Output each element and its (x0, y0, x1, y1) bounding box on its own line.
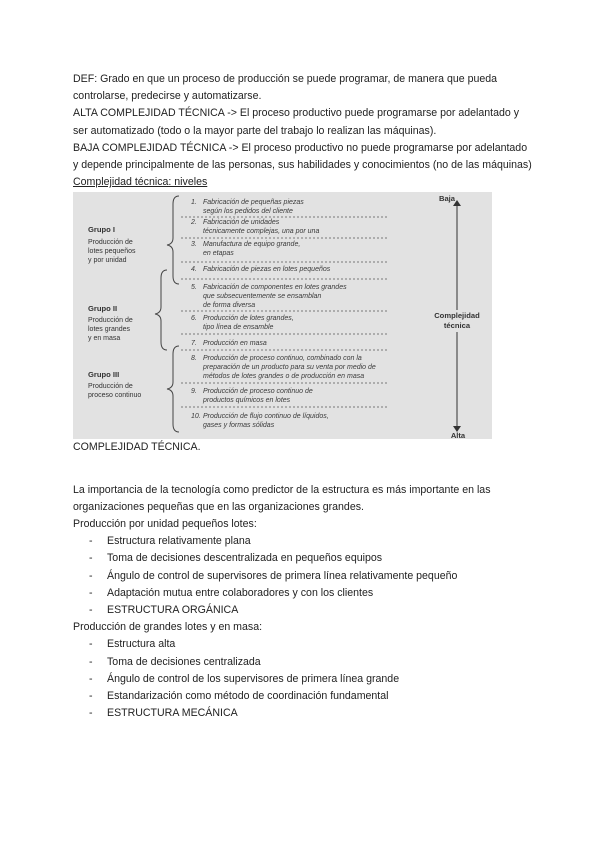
list-item: - Toma de decisiones centralizada (73, 654, 533, 671)
level-item-line: Producción de flujo continuo de líquidos, (203, 413, 329, 421)
figure-caption: COMPLEJIDAD TÉCNICA. (73, 441, 201, 454)
level-item-number: 4. (191, 266, 197, 274)
level-item-line: Fabricación de unidades (203, 219, 280, 227)
group-1-desc-line: lotes pequeños (88, 248, 136, 256)
level-item-line: preparación de un producto para su venta por medio de (203, 364, 376, 372)
scale-label-line: técnica (443, 321, 471, 331)
level-item-line: según los pedidos del cliente (203, 208, 293, 216)
level-item-number: 7. (191, 340, 197, 348)
scale-label-line: Complejidad (434, 311, 480, 321)
list-item: - Estandarización como método de coordinación fundamental (73, 688, 533, 705)
level-item-line: Producción de proceso continuo de (203, 388, 313, 396)
level-item-line: gases y formas sólidas (203, 422, 275, 430)
level-item-number: 1. (191, 199, 197, 207)
group-1-desc-line: y por unidad (88, 257, 127, 265)
level-item-number: 5. (191, 284, 197, 292)
group-1-title: Grupo I (88, 225, 115, 235)
level-item-number: 8. (191, 355, 197, 363)
group-2-brace (155, 270, 167, 350)
level-item-line: tipo línea de ensamble (203, 324, 274, 332)
complexity-levels-figure (73, 192, 492, 439)
list-item: - Adaptación mutua entre colaboradores y con los clientes (73, 585, 533, 602)
levels-heading: Complejidad técnica: niveles (73, 176, 208, 189)
large-batch-list (73, 636, 533, 722)
group-3-title: Grupo III (88, 370, 120, 380)
list-item: - Toma de decisiones descentralizada en pequeños equipos (73, 550, 533, 567)
group-2-desc-line: lotes grandes (88, 326, 131, 334)
level-item-number: 9. (191, 388, 197, 396)
list-item: - Estructura relativamente plana (73, 533, 533, 550)
group-1-desc-line: Producción de (88, 239, 133, 247)
level-item-line: Fabricación de componentes en lotes grandes (203, 284, 347, 292)
level-item-line: Fabricación de pequeñas piezas (203, 199, 304, 207)
importance-paragraph: La importancia de la tecnología como predictor de la estructura es más importante en las organizaciones pequeñas que en las organizaciones grandes. (73, 483, 491, 513)
scale-high-label: Alta (450, 431, 466, 440)
level-item-line: de forma diversa (203, 302, 256, 310)
definition-paragraph: DEF: Grado en que un proceso de producción se puede programar, de manera que pueda controlarse, predecirse y automatizarse. (73, 73, 498, 103)
level-item-line: productos químicos en lotes (203, 397, 291, 405)
list-item: - ESTRUCTURA ORGÁNICA (73, 602, 533, 619)
level-item-line: Fabricación de piezas en lotes pequeños (203, 266, 331, 274)
group-3-brace (167, 346, 179, 432)
complexity-levels-diagram (73, 192, 492, 439)
group-2-desc-line: y en masa (88, 335, 121, 343)
group-3-desc-line: proceso continuo (88, 392, 142, 400)
level-item-line: en etapas (203, 250, 234, 258)
document-page (73, 71, 533, 722)
level-item-number: 2. (191, 219, 197, 227)
group-2-desc-line: Producción de (88, 317, 133, 325)
level-item-number: 3. (191, 241, 197, 249)
alta-complejidad-paragraph: ALTA COMPLEJIDAD TÉCNICA -> El proceso productivo puede programarse por adelantado y ser automatizado (todo o la mayor parte del trabajo lo realizan las máquinas). (73, 107, 520, 137)
large-batch-heading: Producción de grandes lotes y en masa: (73, 621, 263, 634)
list-item: - ESTRUCTURA MECÁNICA (73, 705, 533, 722)
list-item: - Estructura alta (73, 636, 533, 653)
spacer (73, 457, 533, 482)
group-3-desc-line: Producción de (88, 383, 133, 391)
level-item-line: métodos de lotes grandes o de producción en masa (203, 373, 365, 381)
level-item-line: técnicamente complejas, una por una (203, 228, 320, 236)
level-item-number: 10. (191, 413, 201, 421)
list-item: - Ángulo de control de supervisores de primera línea relativamente pequeño (73, 568, 533, 585)
group-1-brace (167, 196, 179, 284)
baja-complejidad-paragraph: BAJA COMPLEJIDAD TÉCNICA -> El proceso productivo no puede programarse por adelantado y depende principalmente de las personas, sus habilidades y conocimientos (no de las máquinas) (73, 141, 532, 172)
level-item-line: Manufactura de equipo grande, (203, 241, 301, 249)
group-2-title: Grupo II (88, 304, 118, 314)
list-item: - Ángulo de control de los supervisores de primera línea grande (73, 671, 533, 688)
level-item-number: 6. (191, 315, 197, 323)
level-item-line: Producción de lotes grandes, (203, 315, 294, 323)
scale-low-label: Baja (438, 194, 456, 204)
level-item-line: Producción de proceso continuo, combinado con la (203, 355, 362, 363)
level-item-line: que subsecuentemente se ensamblan (203, 293, 322, 301)
level-item-line: Producción en masa (203, 340, 267, 348)
small-batch-list (73, 533, 533, 619)
small-batch-heading: Producción por unidad pequeños lotes: (73, 518, 257, 531)
